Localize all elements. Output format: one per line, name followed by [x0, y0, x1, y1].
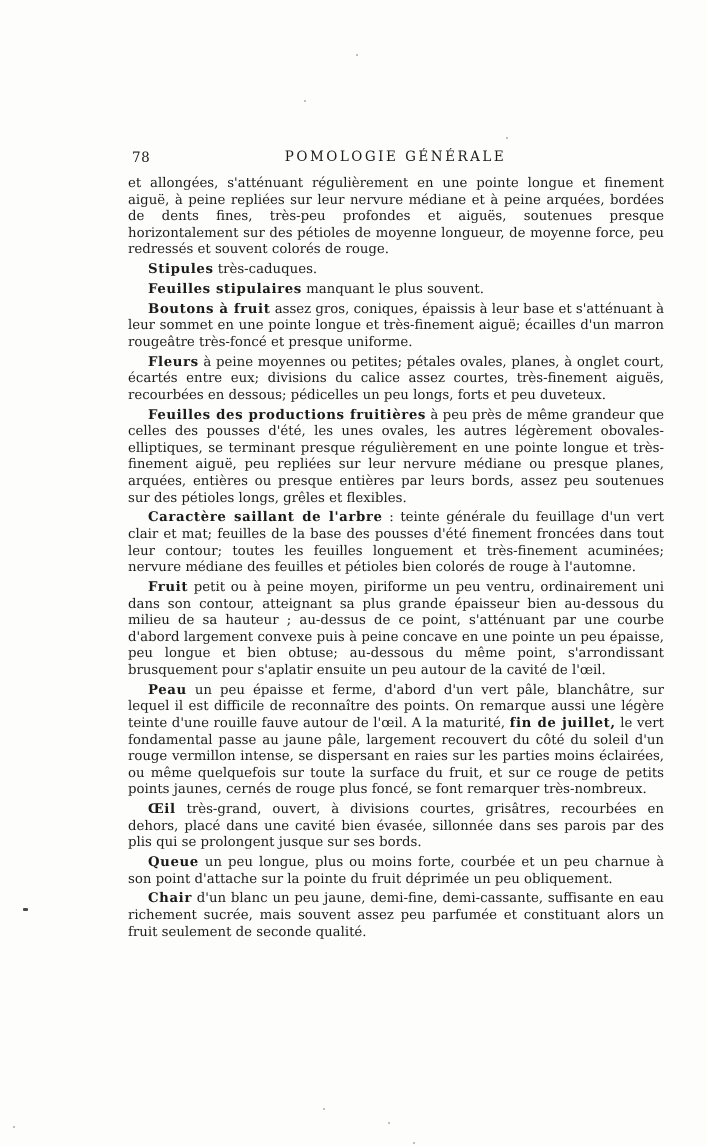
bold-term: Feuilles des productions fruitières [148, 407, 427, 423]
body-text: très-caduques. [213, 262, 318, 278]
scan-speck [506, 137, 508, 139]
paragraph [128, 510, 664, 576]
scan-speck [323, 1108, 325, 1110]
scan-speck [356, 54, 358, 56]
paragraph [128, 355, 664, 405]
bold-term: Peau [148, 682, 187, 698]
bold-term: Caractère saillant de l'arbre [148, 510, 383, 526]
paragraph [128, 302, 664, 352]
bold-term: Œil [148, 802, 176, 818]
page-number: 78 [132, 150, 151, 166]
body-text: petit ou à peine moyen, piriforme un peu ventru, ordinairement uni dans son contour, atteignant sa plus grande épaisseur bien au-dessous du milieu de sa hauteur ; au-dessus de ce point, s'atténuant par une courbe d'abord largement convexe puis à peine concave en une pointe un peu épaisse, peu longue et bien obtuse; au-dessous du même point, s'arrondissant brusquement pour s'aplatir ensuite un peu autour de la cavité de l'œil. [128, 579, 664, 678]
body-text: un peu épaisse et ferme, d'abord d'un vert pâle, blanchâtre, sur lequel il est difficile de reconnaître des points. On remarque aussi une légère teinte d'une rouille fauve autour de l'œil. A la maturité, [128, 682, 664, 731]
bold-term: Fleurs [148, 354, 199, 370]
paragraph [128, 891, 664, 941]
body-text: très-grand, ouvert, à divisions courtes, grisâtres, recourbées en dehors, placé dans une cavité bien évasée, sillonnée dans ses parois par des plis qui se prolongent jusque sur ses bords. [128, 802, 664, 851]
scan-speck [304, 100, 306, 102]
paragraph [128, 282, 664, 299]
scan-speck [13, 1126, 15, 1128]
body-text: à peu près de même grandeur que celles des pousses d'été, les unes ovales, les autres légèrement obovales-elliptiques, se terminant presque régulièrement en une pointe longue et très-finement aiguë, peu repliées sur leur nervure médiane ou presque planes, arquées, entières ou presque entières par leurs bords, assez peu soutenues sur des pétioles longs, grêles et flexibles. [128, 407, 664, 506]
paragraph [128, 176, 664, 259]
bold-term: Feuilles stipulaires [148, 281, 302, 297]
paragraph [128, 683, 664, 799]
body-text: manquant le plus souvent. [301, 281, 484, 297]
paragraph [128, 855, 664, 888]
body-text: : teinte générale du feuillage d'un vert clair et mat; feuilles de la base des pousses d'été finement froncées dans tout leur contour; toutes les feuilles longuement et très-finement acuminées; nervure médiane des feuilles et pétioles bien colorés de rouge à l'automne. [128, 510, 664, 576]
body-text: assez gros, coniques, épaissis à leur base et s'atténuant à leur sommet en une pointe longue et très-finement aiguë; écailles d'un marron rougeâtre très-foncé et presque uniforme. [128, 301, 665, 350]
scan-speck [388, 1122, 390, 1124]
body-text: et allongées, s'atténuant régulièrement en une pointe longue et finement aiguë, à peine repliées sur leur nervure médiane et à peine arquées, bordées de dents fines, très-peu profondes et aiguës, soutenues presque horizontalement sur des pétioles de moyenne longueur, de moyenne force, peu redressés et souvent colorés de rouge. [128, 176, 664, 258]
page-text [128, 176, 664, 941]
paragraph [128, 262, 664, 279]
body-text: à peine moyennes ou petites; pétales ovales, planes, à onglet court, écartés entre eux; divisions du calice assez courtes, très-finement aiguës, recourbées en dessous; pédicelles un peu longs, forts et peu duveteux. [128, 354, 664, 403]
bold-term: Queue [148, 855, 199, 871]
bold-term: fin de juillet, [509, 715, 616, 731]
body-text: un peu longue, plus ou moins forte, courbée et un peu charnue à son point d'attache sur la pointe du fruit déprimée un peu obliquement. [128, 855, 664, 887]
bold-term: Chair [148, 891, 192, 907]
scan-speck [413, 1142, 415, 1144]
body-text: d'un blanc un peu jaune, demi-fine, demi-cassante, suffisante en eau richement sucrée, mais souvent assez peu parfumée et constituant alors un fruit seulement de seconde qualité. [128, 891, 664, 940]
bold-term: Boutons à fruit [148, 301, 271, 317]
paragraph [128, 802, 664, 852]
ink-mark [23, 908, 28, 911]
paragraph [128, 580, 664, 680]
running-title: POMOLOGIE GÉNÉRALE [284, 149, 507, 165]
page-header [128, 149, 663, 167]
paragraph [128, 408, 664, 508]
bold-term: Stipules [148, 262, 214, 278]
bold-term: Fruit [148, 579, 189, 595]
body-text: le vert fondamental passe au jaune pâle, largement recouvert du côté du soleil d'un rouge vermillon intense, se dispersant en raies sur les parties moins éclairées, ou même quelquefois sur toute la surface du fruit, et sur ce rouge de petits points jaunes, cernés de rouge plus foncé, se font remarquer très-nombreux. [128, 715, 664, 798]
